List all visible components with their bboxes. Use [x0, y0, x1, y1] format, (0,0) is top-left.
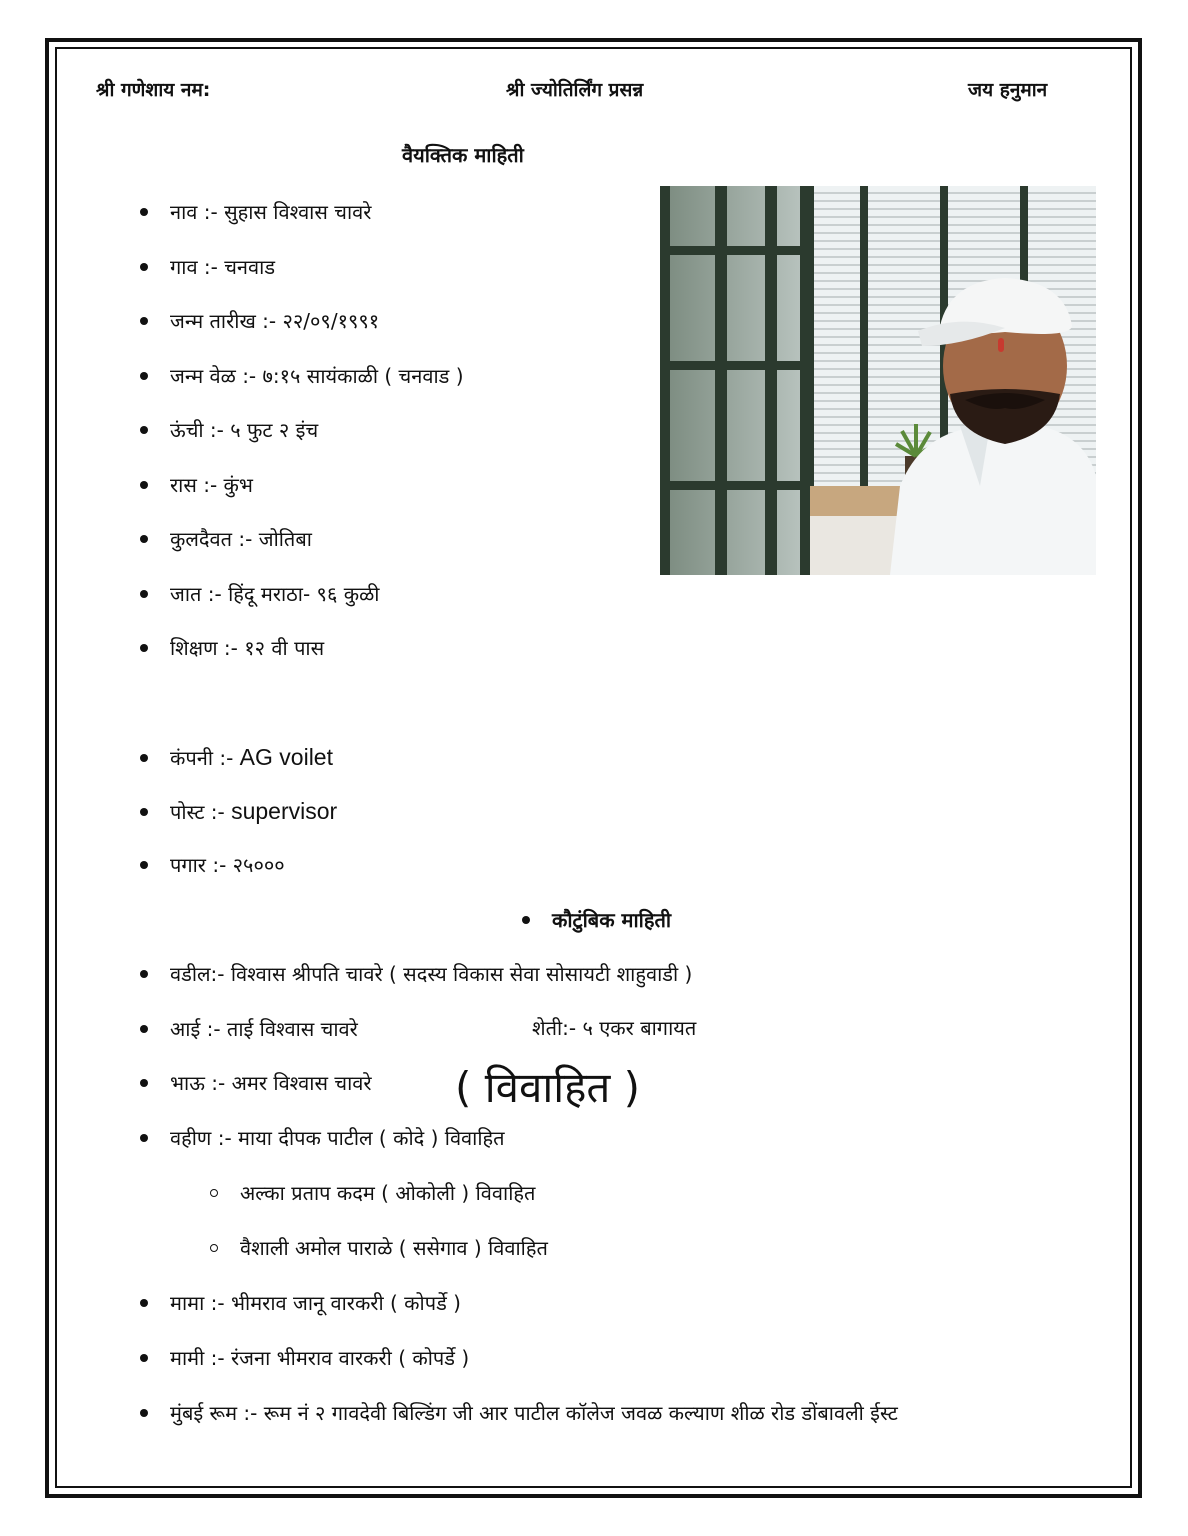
list-item — [140, 417, 318, 443]
salary-field: पगार :- २५००० — [170, 853, 285, 877]
bullet-icon — [140, 861, 148, 869]
mumbai-address-field: मुंबई रूम :- रूम नं २ गावदेवी बिल्डिंग जी आर पाटील कॉलेज जवळ कल्याण शीळ रोड डोंबावली ईस्ट — [170, 1401, 898, 1425]
bullet-icon — [140, 970, 148, 978]
list-item — [140, 961, 692, 987]
sub-list-item — [210, 1235, 548, 1261]
bullet-icon — [140, 590, 148, 598]
brother-field: भाऊ :- अमर विश्वास चावरे — [170, 1071, 372, 1095]
brother-status: ( विवाहित ) — [455, 1063, 641, 1112]
sister-2-field: अल्का प्रताप कदम ( ओकोली ) विवाहित — [240, 1181, 536, 1205]
zodiac-field: रास :- कुंभ — [170, 473, 253, 497]
family-info-title: कौटुंबिक माहिती — [552, 908, 672, 932]
list-item — [140, 581, 379, 607]
personal-info-title: वैयक्तिक माहिती — [402, 143, 524, 167]
bullet-icon — [140, 754, 148, 762]
company-label: कंपनी :- — [170, 746, 240, 770]
list-item — [140, 472, 253, 498]
birth-date-field: जन्म तारीख :- २२/०९/१९९१ — [170, 309, 380, 333]
family-deity-field: कुलदैवत :- जोतिबा — [170, 527, 312, 551]
bullet-icon — [140, 1299, 148, 1307]
list-item — [140, 1290, 461, 1316]
header-center: श्री ज्योतिर्लिंग प्रसन्न — [506, 79, 644, 101]
height-field: ऊंची :- ५ फुट २ इंच — [170, 418, 319, 442]
birth-time-field: जन्म वेळ :- ७:१५ सायंकाळी ( चनवाड ) — [170, 364, 464, 388]
maternal-uncle-field: मामा :- भीमराव जानू वारकरी ( कोपर्डे ) — [170, 1291, 461, 1315]
village-field: गाव :- चनवाड — [170, 255, 276, 279]
list-item — [140, 199, 371, 225]
bullet-icon — [140, 1079, 148, 1087]
circle-bullet-icon — [210, 1189, 218, 1197]
list-item — [140, 526, 312, 552]
bullet-icon — [140, 1025, 148, 1033]
maternal-aunt-field: मामी :- रंजना भीमराव वारकरी ( कोपर्डे ) — [170, 1346, 470, 1370]
list-item — [140, 798, 337, 825]
list-item — [140, 635, 324, 661]
list-item — [140, 1070, 372, 1096]
bullet-icon — [140, 481, 148, 489]
sister-3-field: वैशाली अमोल पाराळे ( ससेगाव ) विवाहित — [240, 1236, 548, 1260]
bullet-icon — [140, 535, 148, 543]
family-info-title-row — [522, 907, 671, 933]
post-label: पोस्ट :- — [170, 800, 232, 824]
post-value: supervisor — [231, 798, 338, 824]
list-item — [140, 1400, 898, 1426]
sub-list-item — [210, 1180, 535, 1206]
header-right: जय हनुमान — [968, 79, 1048, 101]
bullet-icon — [140, 1409, 148, 1417]
bullet-icon — [140, 1354, 148, 1362]
bullet-icon — [140, 426, 148, 434]
bullet-icon — [140, 808, 148, 816]
caste-field: जात :- हिंदू मराठा- ९६ कुळी — [170, 582, 380, 606]
name-field: नाव :- सुहास विश्वास चावरे — [170, 200, 372, 224]
bullet-icon — [140, 644, 148, 652]
list-item — [140, 1016, 358, 1042]
list-item — [140, 363, 464, 389]
list-item — [140, 744, 333, 771]
list-item — [140, 308, 379, 334]
bullet-icon — [140, 1134, 148, 1142]
sister-field: वहीण :- माया दीपक पाटील ( कोदे ) विवाहित — [170, 1126, 505, 1150]
bullet-icon — [140, 263, 148, 271]
list-item — [140, 1345, 469, 1371]
mother-field: आई :- ताई विश्वास चावरे — [170, 1017, 358, 1041]
bullet-icon — [140, 208, 148, 216]
father-field: वडील:- विश्वास श्रीपति चावरे ( सदस्य विकास सेवा सोसायटी शाहुवाडी ) — [170, 962, 693, 986]
bullet-icon — [140, 372, 148, 380]
education-field: शिक्षण :- १२ वी पास — [170, 636, 325, 660]
list-item — [140, 852, 285, 878]
list-item — [140, 254, 275, 280]
header-left: श्री गणेशाय नम: — [96, 79, 211, 101]
bullet-icon — [140, 317, 148, 325]
list-item — [140, 1125, 505, 1151]
circle-bullet-icon — [210, 1244, 218, 1252]
farm-field: शेती:- ५ एकर बागायत — [532, 1016, 697, 1040]
profile-photo — [660, 186, 1096, 575]
bullet-icon — [522, 916, 530, 924]
company-value: AG voilet — [239, 744, 333, 770]
